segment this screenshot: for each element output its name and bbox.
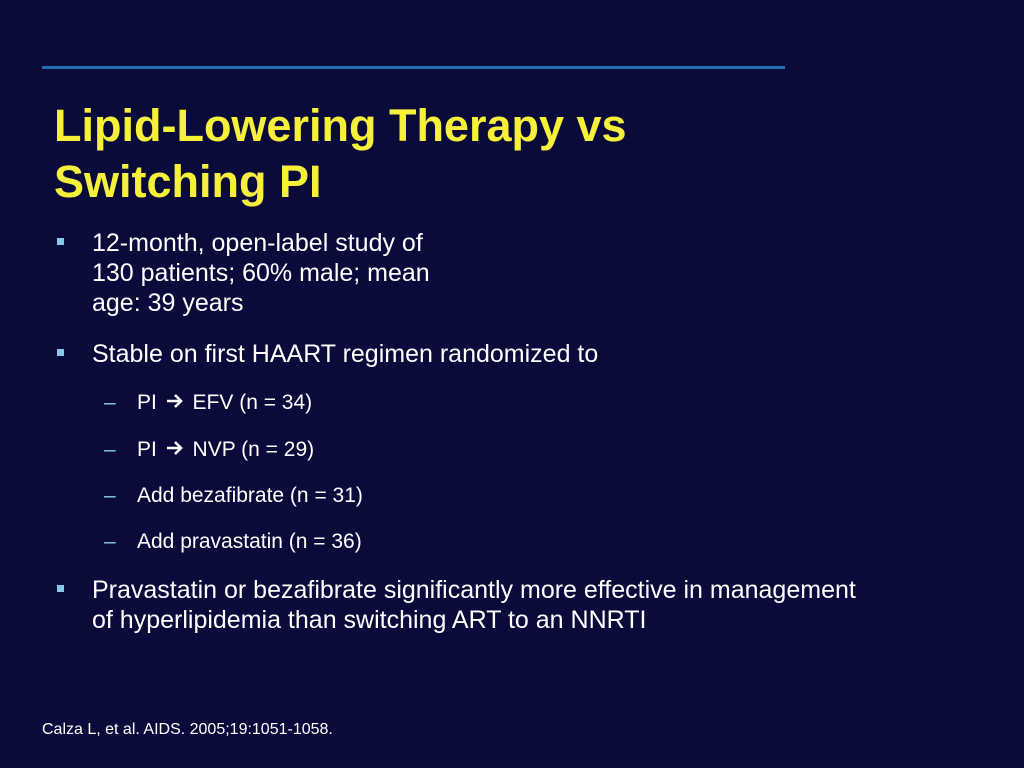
arrow-right-icon	[165, 393, 185, 409]
sub-bullet-text: EFV (n = 34)	[192, 391, 313, 414]
bullet-study-design	[92, 228, 430, 318]
sub-bullet-bezafibrate	[104, 483, 363, 509]
title-line-1: Lipid-Lowering Therapy vs	[54, 100, 627, 151]
title-line-2: Switching PI	[54, 156, 322, 207]
bullet-conclusion	[92, 575, 856, 635]
dash-bullet-icon: –	[104, 484, 116, 507]
sub-bullet-text: Add pravastatin (n = 36)	[137, 530, 362, 553]
bullet-text-line: Pravastatin or bezafibrate significantly more effective in management	[92, 576, 856, 604]
arrow-right-icon	[165, 440, 185, 456]
bullet-text-line: of hyperlipidemia than switching ART to an NNRTI	[92, 606, 647, 634]
citation: Calza L, et al. AIDS. 2005;19:1051-1058.	[42, 721, 333, 738]
bullet-text-line: age: 39 years	[92, 289, 244, 317]
bullet-text-line: 12-month, open-label study of	[92, 229, 423, 257]
square-bullet-icon	[57, 238, 64, 245]
bullet-text-line: 130 patients; 60% male; mean	[92, 259, 430, 287]
sub-bullet-text: Add bezafibrate (n = 31)	[137, 484, 363, 507]
dash-bullet-icon: –	[104, 530, 116, 553]
sub-bullet-text: PI	[137, 391, 157, 414]
sub-bullet-text: NVP (n = 29)	[192, 438, 315, 461]
sub-bullet-pravastatin	[104, 529, 362, 555]
bullet-text: Stable on first HAART regimen randomized to	[92, 340, 599, 368]
square-bullet-icon	[57, 349, 64, 356]
sub-bullet-pi-efv	[104, 390, 313, 416]
dash-bullet-icon: –	[104, 391, 116, 414]
sub-bullet-pi-nvp	[104, 437, 315, 463]
square-bullet-icon	[57, 585, 64, 592]
bullet-randomization	[92, 339, 598, 369]
dash-bullet-icon: –	[104, 438, 116, 461]
sub-bullet-text: PI	[137, 438, 157, 461]
